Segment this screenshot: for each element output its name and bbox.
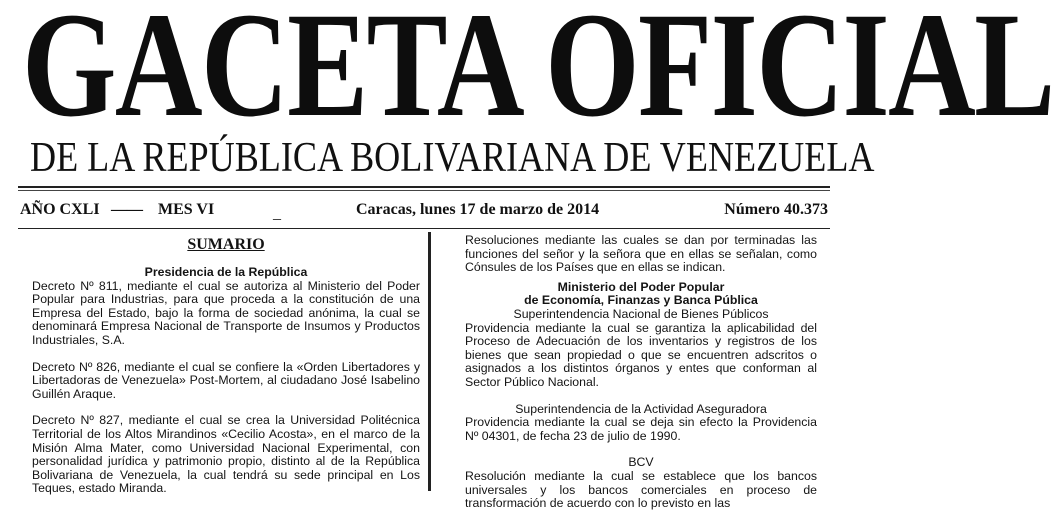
issue-dash: —— <box>111 201 143 218</box>
info-bar-rule <box>18 228 830 229</box>
issue-month: MES VI <box>158 201 215 218</box>
providencia-aseguradora-entry: Providencia mediante la cual se deja sin efecto la Providencia Nº 04301, de fecha 23 de julio de 1990. <box>465 415 817 443</box>
issue-number: Número 40.373 <box>724 201 828 218</box>
decree-826-entry: Decreto Nº 826, mediante el cual se confiere la «Orden Libertadores y Libertadoras de Venezuela» Post-Mortem, al ciudadano José Isabelino Guillén Araque. <box>32 359 420 401</box>
issue-year: AÑO CXLI <box>20 201 100 218</box>
ministry-heading-line2: de Economía, Finanzas y Banca Pública <box>524 293 758 308</box>
resoluciones-consules-entry: Resoluciones mediante las cuales se dan por terminadas las funciones del señor y la señora que en ellas se señalan, como Cónsules de los Países que en ellas se indican. <box>465 233 817 275</box>
column-divider <box>428 232 431 491</box>
masthead-title: GACETA OFICIAL <box>22 0 1054 148</box>
section-heading-presidencia: Presidencia de la República <box>144 265 308 279</box>
issue-tick: _ <box>273 205 281 222</box>
subheading-actividad-aseguradora: Superintendencia de la Actividad Aseguradora <box>515 401 767 416</box>
issue-date: Caracas, lunes 17 de marzo de 2014 <box>356 201 600 218</box>
resolucion-bcv-entry: Resolución mediante la cual se establece que los bancos universales y los bancos comerciales en proceso de transformación de acuerdo con lo previsto en las <box>465 468 817 511</box>
sumario-heading: SUMARIO <box>187 236 265 253</box>
masthead <box>0 0 1054 181</box>
left-column <box>32 234 420 496</box>
ministry-heading-line1: Ministerio del Poder Popular <box>557 279 725 294</box>
header-rule-thin <box>18 190 830 191</box>
providencia-bienes-entry: Providencia mediante la cual se garantiza la aplicabilidad del Proceso de Adecuación de los inventarios y registros de los bienes que sean propiedad o que se encuentren adscritos o asignados a los distintos órganos y entes que conforman al Sector Público Nacional. <box>465 320 817 389</box>
subheading-bienes-publicos: Superintendencia Nacional de Bienes Públicos <box>513 306 769 321</box>
subheading-bcv: BCV <box>628 455 654 470</box>
decree-811-entry: Decreto Nº 811, mediante el cual se autoriza al Ministerio del Poder Popular para Industrias, para que proceda a la constitución de una Empresa del Estado, bajo la forma de sociedad anónima, la cual se denominará Empresa Nacional de Transporte de Insumos y Productos Industriales, S.A. <box>32 278 420 347</box>
header-rule <box>18 186 830 188</box>
right-column <box>465 234 817 511</box>
issue-info-bar <box>18 201 830 225</box>
masthead-subtitle: DE LA REPÚBLICA BOLIVARIANA DE VENEZUELA <box>30 135 875 181</box>
decree-827-entry: Decreto Nº 827, mediante el cual se crea la Universidad Politécnica Territorial de los Altos Mirandinos «Cecilio Acosta», en el marco de la Misión Alma Mater, como Universidad Nacional Experimental, con personalidad jurídica y patrimonio propio, distinto al de la República Bolivariana de Venezuela, la cual tendrá su sede principal en Los Teques, estado Miranda. <box>32 413 420 496</box>
